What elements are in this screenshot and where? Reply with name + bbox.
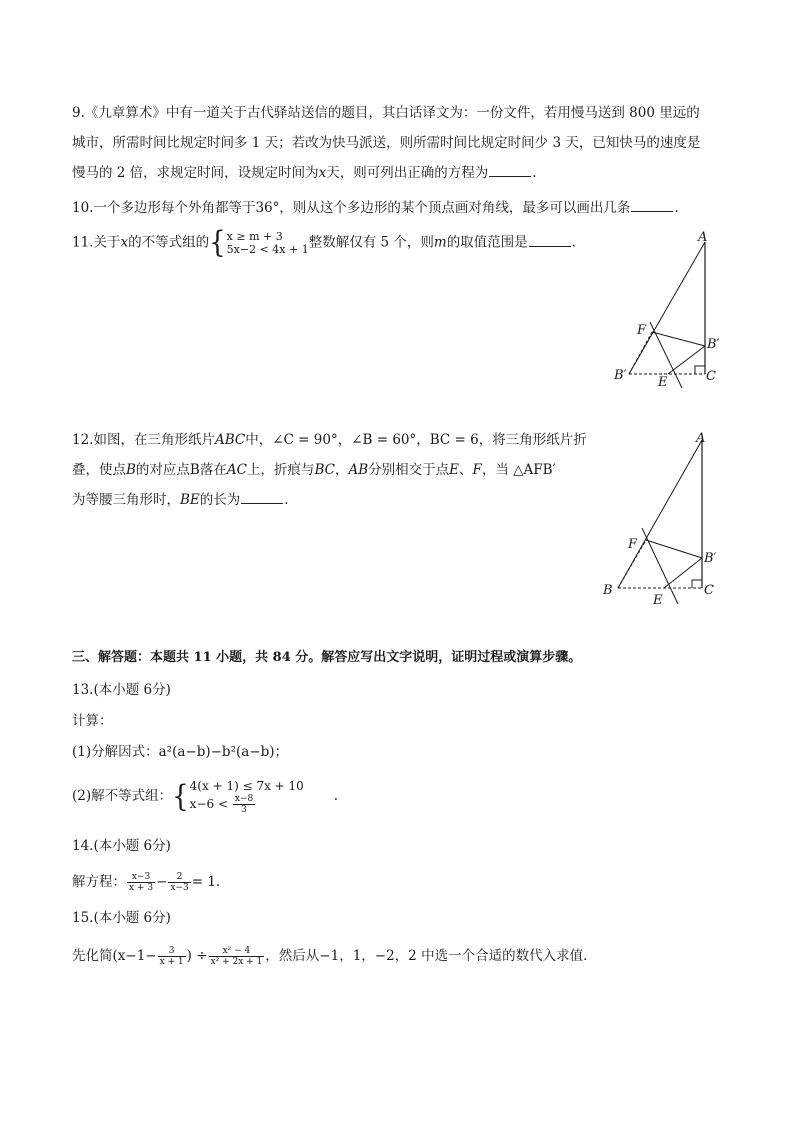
q9-line-3: 慢马的 2 倍，求规定时间，设规定时间为x天，则可列出正确的方程为 . xyxy=(72,165,537,181)
label-e: E xyxy=(653,593,663,608)
question-9 xyxy=(72,98,722,188)
q12-line-1: 12.如图，在三角形纸片ABC中，∠C = 90°，∠B = 60°，BC = 6，将三角形纸片折 xyxy=(72,432,587,448)
answer-blank xyxy=(529,234,571,247)
label-f: F xyxy=(637,323,647,338)
label-c: C xyxy=(706,369,716,384)
q13-part-1: (1)分解因式：a²(a−b)−b²(a−b)； xyxy=(72,744,289,760)
q9-line-1: 9.《九章算术》中有一道关于古代驿站送信的题目，其白话译文为：一份文件，若用慢马送到 800 里远的 xyxy=(72,105,700,121)
answer-blank xyxy=(631,199,673,212)
inequality-system: 4(x + 1) ≤ 7x + 10 x−6 < $\frac{x-8}{3}$ xyxy=(189,778,304,815)
q12-line-3: 为等腰三角形时，BE的长为 . xyxy=(72,492,289,508)
label-b-prime: B′ xyxy=(704,551,717,566)
q14-heading: 14.(本小题 6分) xyxy=(72,838,171,854)
question-11: 11.关于x的不等式组的{ x ≥ m + 3 5x−2 < 4x + 1 整数解仅有 5 个，则m的取值范围是 . xyxy=(72,225,576,261)
label-b: B xyxy=(603,583,613,598)
q13-calc-label: 计算： xyxy=(72,713,113,729)
section-3-heading: 三、解答题：本题共 11 小题，共 84 分。解答应写出文字说明，证明过程或演算步骤。 xyxy=(72,650,582,665)
answer-blank xyxy=(489,164,531,177)
label-b-prime: B′ xyxy=(707,337,720,352)
inequality-system: x ≥ m + 3 5x−2 < 4x + 1 xyxy=(226,230,309,256)
triangle-figure-1 xyxy=(610,228,725,390)
label-e: E xyxy=(658,375,668,390)
q15-expression: 先化简(x−1− $\frac{3}{x + 1}$ ) ÷ $\frac{\text{x² − 4}}{\text{x² + 2x + 1}}$ ，然后从−1，1，−2，2 中选一个合适的数代入求值. xyxy=(72,946,588,967)
answer-blank xyxy=(241,491,283,504)
label-c: C xyxy=(704,583,714,598)
q12-line-2: 叠，使点B的对应点B落在AC上，折痕与BC，AB分别相交于点E、F，当 △AFB′ xyxy=(72,462,556,478)
q13-part-2: (2)解不等式组：{ 4(x + 1) ≤ 7x + 10 x−6 < $\frac{x-8}{3}$ . xyxy=(72,778,339,815)
triangle-figure-2 xyxy=(598,428,723,608)
q14-equation: 解方程： $\frac{x-3}{x + 3}$ − $\frac{2}{x-3}$ = 1. xyxy=(72,872,221,893)
question-10: 10.一个多边形每个外角都等于36°，则从这个多边形的某个顶点画对角线，最多可以画出几条 . xyxy=(72,200,679,216)
label-a: A xyxy=(698,230,708,245)
q9-line-2: 城市，所需时间比规定时间多 1 天；若改为快马派送，则所需时间比规定时间少 3 天，已知快马的速度是 xyxy=(72,135,701,151)
q13-heading: 13.(本小题 6分) xyxy=(72,682,171,698)
label-b: B′ xyxy=(614,368,627,383)
label-f: F xyxy=(628,537,638,552)
question-12 xyxy=(72,425,592,515)
label-a: A xyxy=(696,431,706,446)
q15-heading: 15.(本小题 6分) xyxy=(72,910,171,926)
